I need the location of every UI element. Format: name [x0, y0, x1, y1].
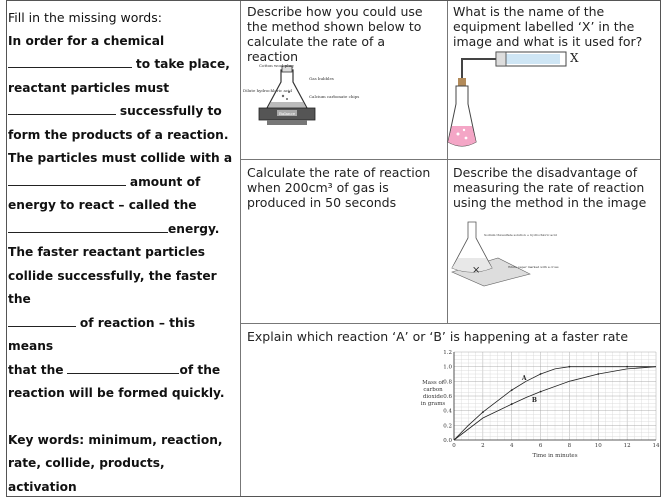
- x-tick-label: 14: [652, 443, 660, 449]
- y-tick-label: 1.0: [443, 364, 452, 371]
- svg-text:×: ×: [472, 265, 481, 276]
- y-tick-label: 0.8: [443, 379, 452, 386]
- cloze-line: The particles must collide with a: [8, 151, 233, 165]
- y-tick-label: 1.2: [443, 350, 452, 356]
- label-carbonate: Calcium carbonate chips: [309, 94, 360, 99]
- x-tick-label: 6: [538, 443, 543, 449]
- y-tick-label: 0.2: [443, 423, 452, 430]
- mass-time-graph: [400, 346, 662, 460]
- x-tick-label: 8: [567, 443, 572, 449]
- series-label-a: A: [521, 374, 527, 382]
- blank-field[interactable]: [8, 315, 76, 327]
- question-calculate-rate: Calculate the rate of reaction when 200cm³ of gas is produced in 50 seconds: [247, 165, 431, 210]
- y-tick-label: 0.4: [443, 408, 452, 415]
- cloze-line: reaction will be formed quickly.: [8, 386, 225, 400]
- y-tick-label: 0.6: [443, 394, 452, 400]
- data-point: [626, 366, 628, 368]
- label-acid: Dilute hydrochloric acid: [243, 88, 292, 93]
- key-words: Key words: minimum, reaction, rate, collide, products, activation: [8, 432, 223, 494]
- label-gas-bubbles: Gas bubbles: [309, 76, 334, 81]
- data-point: [540, 391, 542, 393]
- x-tick-label: 12: [623, 443, 631, 449]
- data-point: [597, 373, 599, 375]
- y-axis-label-2: carbon: [423, 387, 443, 393]
- cloze-line: successfully to: [119, 104, 222, 118]
- data-point: [540, 373, 542, 375]
- blank-field[interactable]: [67, 362, 179, 374]
- blank-field[interactable]: [8, 56, 132, 68]
- cloze-line: energy.: [168, 221, 220, 236]
- cloze-line: In order for a chemical: [8, 33, 165, 48]
- disappearing-cross-image: [446, 216, 559, 286]
- cloze-line: amount of: [129, 174, 201, 189]
- cloze-line: of reaction – this means: [8, 315, 196, 353]
- data-point: [511, 403, 513, 405]
- y-axis-label-3: dioxide: [422, 394, 444, 400]
- divider-left: [240, 1, 241, 496]
- label-balance: Balance: [279, 111, 296, 116]
- x-tick-label: 0: [452, 443, 456, 449]
- flask-on-balance-image: [243, 63, 360, 130]
- blank-field[interactable]: [8, 221, 168, 233]
- gas-syringe-apparatus-image: [446, 46, 596, 156]
- cloze-line: that the: [8, 362, 64, 377]
- cloze-line: to take place,: [135, 57, 230, 71]
- cloze-line: The faster reactant particles: [8, 245, 206, 259]
- blank-field[interactable]: [8, 103, 116, 115]
- question-method: Describe how you could use the method shown below to calculate the rate of a reaction: [247, 4, 423, 64]
- y-axis-label-4: in grams: [420, 401, 446, 407]
- y-axis-label-1: Mass of: [422, 380, 444, 386]
- label-solution: Sodium thiosulfate solution + hydrochloric acid: [484, 233, 557, 237]
- x-axis-label: Time in minutes: [532, 453, 578, 459]
- divider-row2: [240, 323, 660, 324]
- x-tick-label: 4: [509, 443, 514, 449]
- x-tick-label: 10: [594, 443, 602, 449]
- x-tick-label: 2: [481, 443, 485, 449]
- question-disadvantage: Describe the disadvantage of measuring the rate of reaction using the method in the image: [453, 165, 647, 210]
- series-label-b: B: [531, 396, 537, 404]
- question-compare-reactions: Explain which reaction ‘A’ or ‘B’ is happening at a faster rate: [247, 329, 629, 344]
- label-cotton-wool: Cotton wool plug: [259, 63, 294, 68]
- label-x: X: [570, 51, 579, 65]
- data-point: [569, 366, 571, 368]
- cloze-line: of the: [179, 362, 221, 377]
- chart-grid: [454, 352, 656, 440]
- fill-in-panel: [8, 6, 236, 499]
- data-point: [511, 389, 513, 391]
- y-tick-label: 0.0: [443, 438, 452, 444]
- cloze-line: form the products of a reaction.: [8, 127, 229, 142]
- question-equipment: What is the name of the equipment labelled ‘X’ in the image and what is it used for?: [453, 4, 643, 49]
- data-point: [482, 411, 484, 413]
- divider-row1: [240, 159, 660, 160]
- cloze-line: reactant particles must: [8, 80, 170, 95]
- cloze-line: collide successfully, the faster the: [8, 268, 217, 306]
- label-paper: White paper marked with a cross: [508, 265, 559, 269]
- blank-field[interactable]: [8, 174, 126, 186]
- cloze-line: energy to react – called the: [8, 198, 197, 212]
- instructions: Fill in the missing words:: [8, 10, 162, 25]
